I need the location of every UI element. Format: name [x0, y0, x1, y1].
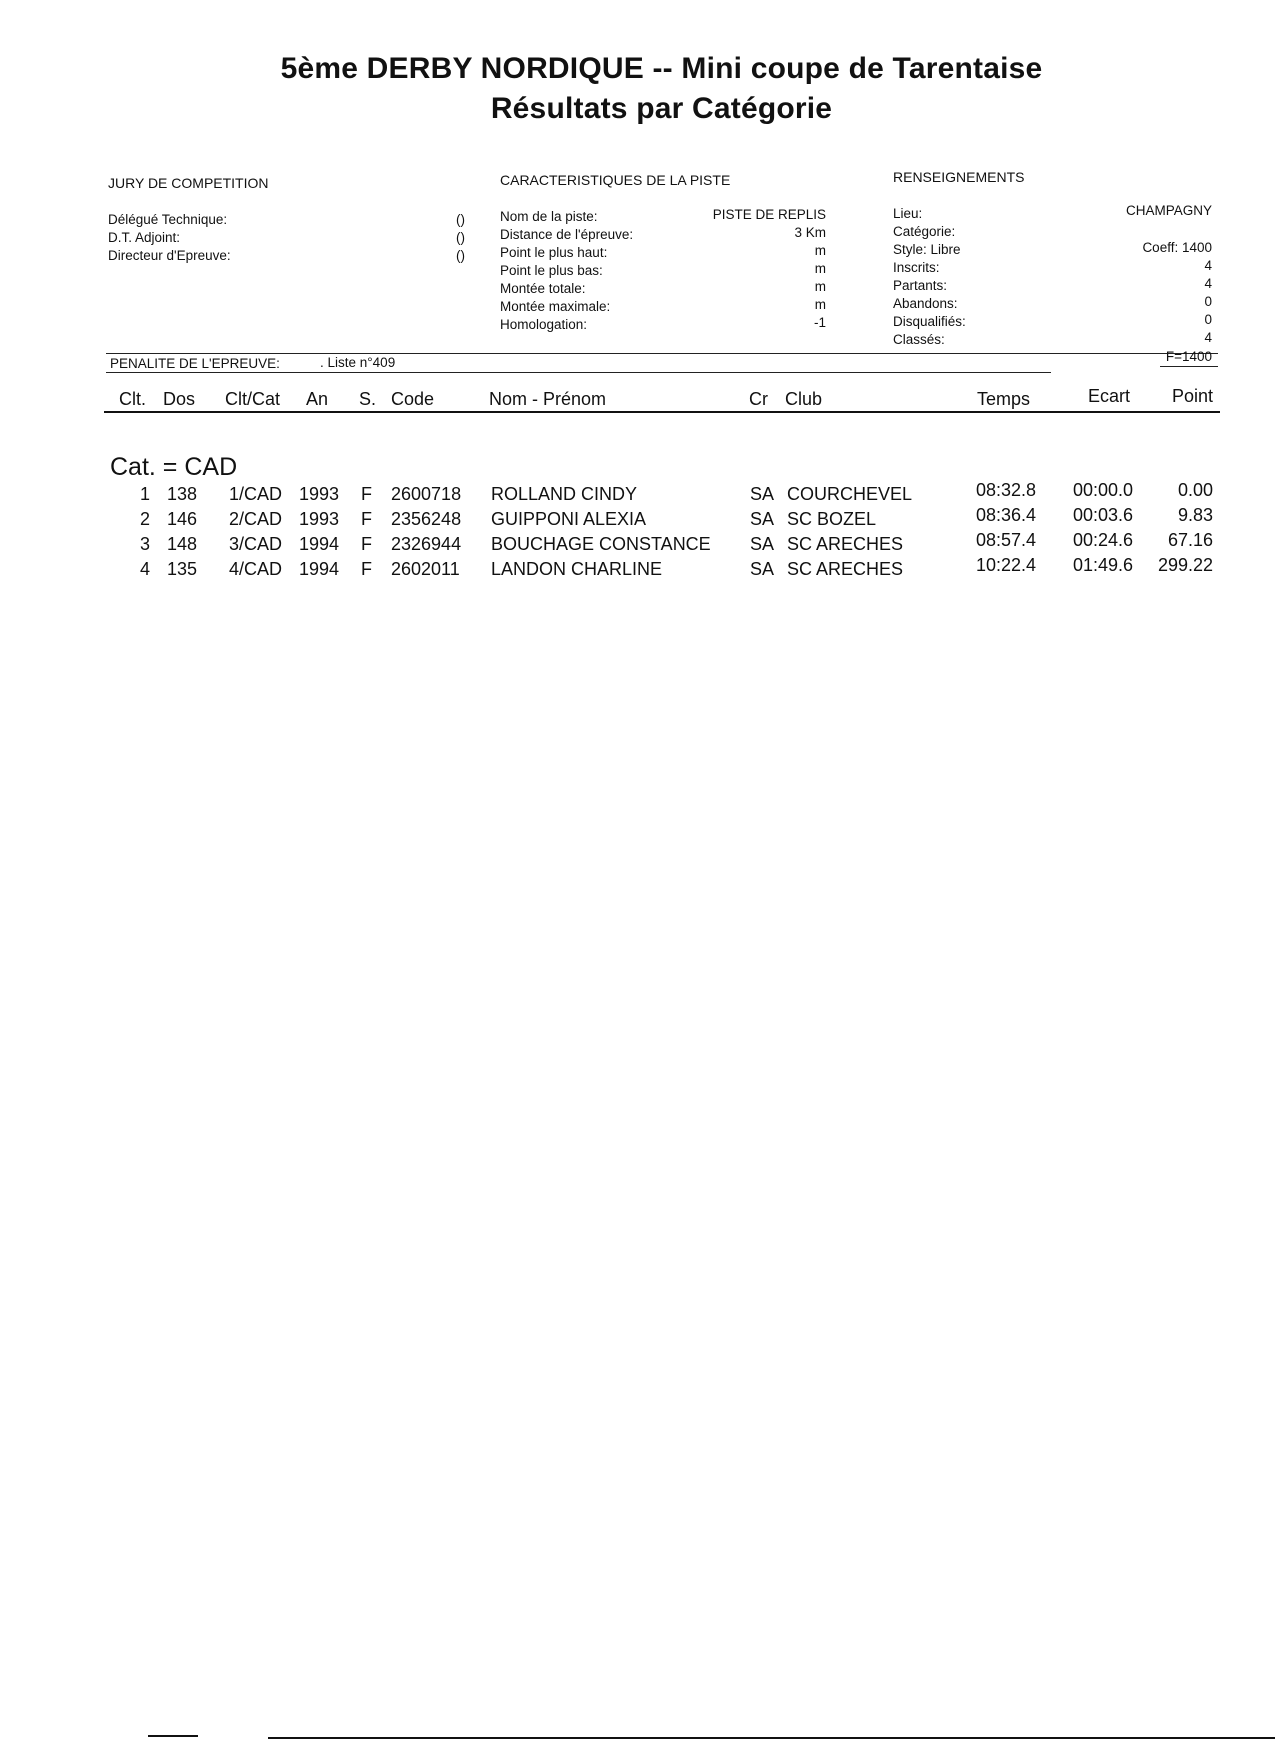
- cell-cr: SA: [750, 509, 775, 529]
- penalite-top-rule: [106, 353, 1218, 354]
- cell-nom: LANDON CHARLINE: [491, 559, 663, 579]
- penalite-label: PENALITE DE L'EPREUVE:: [110, 356, 280, 371]
- document-subtitle: Résultats par Catégorie: [490, 92, 833, 125]
- jury-label-adjoint: D.T. Adjoint:: [108, 230, 181, 245]
- info-label-abandons: Abandons:: [893, 296, 958, 311]
- info-value-lieu: CHAMPAGNY: [1125, 203, 1212, 218]
- cell-an: 1993: [299, 484, 340, 504]
- piste-label-nom: Nom de la piste:: [500, 209, 598, 224]
- col-header-nom: Nom - Prénom: [489, 389, 607, 409]
- cell-code: 2600718: [391, 484, 462, 504]
- cell-nom: BOUCHAGE CONSTANCE: [491, 534, 711, 554]
- cell-cltcat: 4/CAD: [228, 559, 282, 579]
- piste-value-bas: m: [814, 261, 826, 276]
- col-header-ecart: Ecart: [1088, 386, 1131, 406]
- cell-temps: 08:57.4: [976, 530, 1037, 550]
- cell-dos: 146: [167, 509, 198, 529]
- cell-point: 67.16: [1167, 530, 1213, 550]
- col-header-temps: Temps: [977, 389, 1031, 409]
- cell-code: 2602011: [391, 559, 460, 579]
- footer-rule-long: [268, 1737, 1275, 1739]
- cell-an: 1994: [299, 559, 340, 579]
- piste-heading: CARACTERISTIQUES DE LA PISTE: [500, 172, 731, 188]
- jury-heading: JURY DE COMPETITION: [108, 175, 269, 191]
- info-value-disqualifies: 0: [1204, 312, 1212, 327]
- cell-sexe: F: [361, 559, 372, 579]
- cell-cltcat: 2/CAD: [228, 509, 282, 529]
- jury-label-delegue: Délégué Technique:: [108, 212, 228, 227]
- col-header-cr: Cr: [749, 389, 768, 409]
- factor-underline: [1160, 366, 1218, 367]
- col-header-code: Code: [391, 389, 435, 409]
- jury-value-directeur: (): [456, 248, 465, 263]
- col-header-sexe: S.: [359, 389, 377, 409]
- renseignements-heading: RENSEIGNEMENTS: [893, 169, 1025, 185]
- cell-cr: SA: [750, 559, 775, 579]
- cell-ecart: 00:03.6: [1073, 505, 1134, 525]
- header-rule: [104, 411, 1220, 413]
- piste-label-bas: Point le plus bas:: [500, 263, 603, 278]
- cell-ecart: 00:00.0: [1073, 480, 1134, 500]
- piste-label-montee-max: Montée maximale:: [500, 299, 611, 314]
- cell-an: 1993: [299, 509, 340, 529]
- info-value-inscrits: 4: [1204, 258, 1212, 273]
- cell-code: 2356248: [391, 509, 462, 529]
- cell-dos: 138: [167, 484, 198, 504]
- info-label-categorie: Catégorie:: [893, 224, 956, 239]
- jury-value-adjoint: (): [456, 230, 465, 245]
- cell-code: 2326944: [391, 534, 462, 554]
- col-header-an: An: [306, 389, 329, 409]
- cell-clt: 4: [139, 559, 150, 579]
- penalite-bottom-rule: [106, 372, 1051, 373]
- info-value-classes: 4: [1204, 330, 1212, 345]
- info-label-partants: Partants:: [893, 278, 948, 293]
- col-header-dos: Dos: [163, 389, 196, 409]
- cell-cr: SA: [750, 534, 775, 554]
- col-header-clt: Clt.: [119, 389, 146, 409]
- cell-nom: ROLLAND CINDY: [491, 484, 638, 504]
- category-label: Cat. = CAD: [110, 453, 238, 481]
- info-value-partants: 4: [1204, 276, 1212, 291]
- cell-dos: 135: [167, 559, 198, 579]
- cell-clt: 3: [139, 534, 150, 554]
- cell-club: SC ARECHES: [787, 534, 904, 554]
- cell-ecart: 01:49.6: [1073, 555, 1134, 575]
- col-header-cltcat: Clt/Cat: [225, 389, 281, 409]
- cell-sexe: F: [361, 534, 372, 554]
- cell-club: SC BOZEL: [787, 509, 877, 529]
- piste-label-homologation: Homologation:: [500, 317, 588, 332]
- col-header-point: Point: [1171, 386, 1213, 406]
- cell-an: 1994: [299, 534, 340, 554]
- cell-point: 9.83: [1177, 505, 1213, 525]
- piste-value-montee-max: m: [814, 297, 826, 312]
- info-label-classes: Classés:: [893, 332, 945, 347]
- cell-cltcat: 3/CAD: [228, 534, 282, 554]
- cell-sexe: F: [361, 509, 372, 529]
- piste-value-montee-totale: m: [814, 279, 826, 294]
- info-label-disqualifies: Disqualifiés:: [893, 314, 966, 329]
- cell-temps: 08:36.4: [976, 505, 1037, 525]
- cell-clt: 2: [139, 509, 150, 529]
- info-label-lieu: Lieu:: [893, 206, 923, 221]
- piste-label-haut: Point le plus haut:: [500, 245, 608, 260]
- cell-ecart: 00:24.6: [1073, 530, 1134, 550]
- info-value-abandons: 0: [1204, 294, 1212, 309]
- cell-cltcat: 1/CAD: [228, 484, 282, 504]
- jury-value-delegue: (): [456, 212, 465, 227]
- col-header-club: Club: [785, 389, 823, 409]
- info-value-coeff: Coeff: 1400: [1142, 240, 1212, 255]
- cell-nom: GUIPPONI ALEXIA: [491, 509, 647, 529]
- cell-club: COURCHEVEL: [787, 484, 913, 504]
- piste-value-nom: PISTE DE REPLIS: [712, 207, 826, 222]
- cell-point: 299.22: [1157, 555, 1213, 575]
- piste-value-haut: m: [814, 243, 826, 258]
- cell-sexe: F: [361, 484, 372, 504]
- piste-value-homologation: -1: [813, 315, 826, 330]
- info-label-inscrits: Inscrits:: [893, 260, 940, 275]
- penalite-liste: . Liste n°409: [320, 355, 396, 370]
- cell-cr: SA: [750, 484, 775, 504]
- footer-rule-short: [148, 1735, 198, 1737]
- piste-label-distance: Distance de l'épreuve:: [500, 227, 634, 242]
- cell-club: SC ARECHES: [787, 559, 904, 579]
- penalite-factor: F=1400: [1165, 349, 1212, 364]
- cell-dos: 148: [167, 534, 198, 554]
- cell-temps: 10:22.4: [976, 555, 1037, 575]
- piste-value-distance: 3 Km: [794, 225, 826, 240]
- cell-clt: 1: [139, 484, 150, 504]
- cell-temps: 08:32.8: [976, 480, 1037, 500]
- document-title: 5ème DERBY NORDIQUE -- Mini coupe de Tarentaise: [280, 52, 1043, 85]
- piste-label-montee-totale: Montée totale:: [500, 281, 586, 296]
- jury-label-directeur: Directeur d'Epreuve:: [108, 248, 231, 263]
- info-label-style: Style: Libre: [893, 242, 961, 257]
- cell-point: 0.00: [1177, 480, 1213, 500]
